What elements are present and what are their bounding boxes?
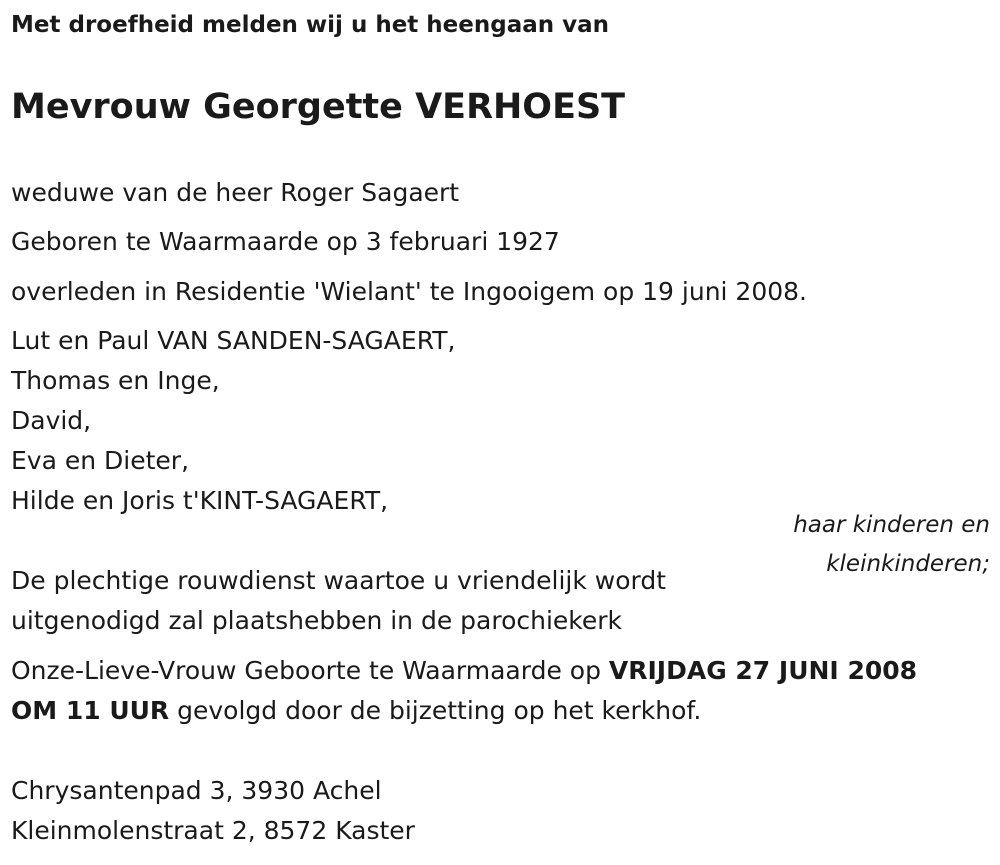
address-line: Kleinmolenstraat 2, 8572 Kaster <box>11 816 415 845</box>
service-line2: uitgenodigd zal plaatshebben in de parochiekerk <box>11 606 623 635</box>
death-text: overleden in Residentie 'Wielant' te Ingooigem op 19 juni 2008. <box>11 277 807 306</box>
service-line4 <box>11 696 701 726</box>
birth-text: Geboren te Waarmaarde op 3 februari 1927 <box>11 227 560 256</box>
family-member: Lut en Paul VAN SANDEN-SAGAERT, <box>11 326 456 355</box>
service-line3-text: Onze-Lieve-Vrouw Geboorte te Waarmaarde op <box>11 656 609 685</box>
service-line1: De plechtige rouwdienst waartoe u vriendelijk wordt <box>11 566 667 595</box>
service-line4-text: gevolgd door de bijzetting op het kerkhof. <box>169 696 702 725</box>
address-line: Chrysantenpad 3, 3930 Achel <box>11 776 382 805</box>
family-member: Hilde en Joris t'KINT-SAGAERT, <box>11 486 389 515</box>
intro-text: Met droefheid melden wij u het heengaan van <box>11 12 610 38</box>
widow-of-text: weduwe van de heer Roger Sagaert <box>11 178 460 207</box>
service-date: VRIJDAG 27 JUNI 2008 <box>608 656 918 685</box>
service-time: OM 11 UUR <box>11 696 170 725</box>
family-relation-line2: kleinkinderen; <box>826 551 990 577</box>
family-member: Eva en Dieter, <box>11 446 190 475</box>
service-line3 <box>11 656 917 686</box>
family-relation-line1: haar kinderen en <box>793 512 990 538</box>
family-member: David, <box>11 406 92 435</box>
family-member: Thomas en Inge, <box>11 366 220 395</box>
deceased-name: Mevrouw Georgette VERHOEST <box>11 87 626 127</box>
